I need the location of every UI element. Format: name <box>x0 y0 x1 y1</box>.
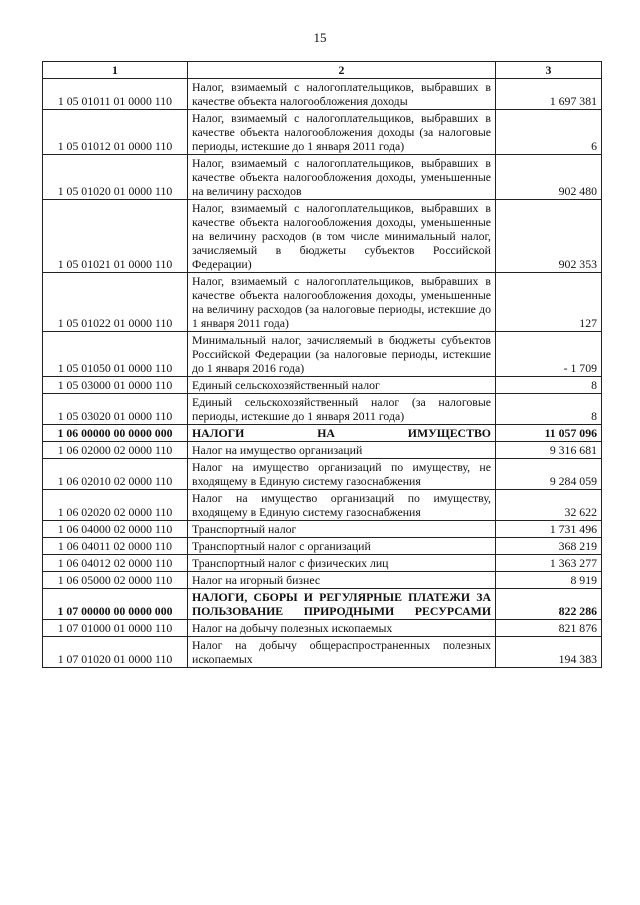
row-amount-cell: 9 316 681 <box>496 442 602 459</box>
row-name-cell: Налог на имущество организаций по имуществу, не входящему в Единую систему газоснабжения <box>188 459 496 490</box>
row-code-cell: 1 05 03000 01 0000 110 <box>43 377 188 394</box>
row-code-cell: 1 05 01050 01 0000 110 <box>43 332 188 377</box>
row-code-cell: 1 05 01021 01 0000 110 <box>43 200 188 273</box>
table-row <box>43 425 602 442</box>
table-row <box>43 273 602 332</box>
row-code-cell: 1 07 01020 01 0000 110 <box>43 637 188 668</box>
row-amount-cell: 8 <box>496 377 602 394</box>
row-amount-cell: 194 383 <box>496 637 602 668</box>
row-name-cell: Налог, взимаемый с налогоплательщиков, выбравших в качестве объекта налогообложения доходы (за налоговые периоды, истекшие до 1 января 2011 года) <box>188 110 496 155</box>
row-amount-cell: 127 <box>496 273 602 332</box>
row-amount-cell: 1 697 381 <box>496 79 602 110</box>
row-name-cell: Налог, взимаемый с налогоплательщиков, выбравших в качестве объекта налогообложения доходы, уменьшенные на величину расходов <box>188 155 496 200</box>
column-header-name: 2 <box>188 62 496 79</box>
row-name-cell: Налог, взимаемый с налогоплательщиков, выбравших в качестве объекта налогообложения доходы <box>188 79 496 110</box>
row-amount-cell: 11 057 096 <box>496 425 602 442</box>
revenue-table <box>42 61 602 668</box>
row-amount-cell: 1 363 277 <box>496 555 602 572</box>
row-amount-cell: 368 219 <box>496 538 602 555</box>
table-row <box>43 589 602 620</box>
row-name-cell: Единый сельскохозяйственный налог <box>188 377 496 394</box>
table-row <box>43 394 602 425</box>
row-name-cell: Налог на имущество организаций <box>188 442 496 459</box>
table-row <box>43 620 602 637</box>
table-row <box>43 442 602 459</box>
row-code-cell: 1 05 01011 01 0000 110 <box>43 79 188 110</box>
table-row <box>43 490 602 521</box>
row-amount-cell: 902 480 <box>496 155 602 200</box>
table-row <box>43 572 602 589</box>
row-amount-cell: - 1 709 <box>496 332 602 377</box>
column-header-amount: 3 <box>496 62 602 79</box>
row-name-cell: Налог, взимаемый с налогоплательщиков, выбравших в качестве объекта налогообложения доходы, уменьшенные на величину расходов (за налоговые периоды, истекшие до 1 января 2011 года) <box>188 273 496 332</box>
table-row <box>43 110 602 155</box>
row-name-cell: Налог на добычу полезных ископаемых <box>188 620 496 637</box>
row-amount-cell: 6 <box>496 110 602 155</box>
row-code-cell: 1 06 00000 00 0000 000 <box>43 425 188 442</box>
row-code-cell: 1 06 05000 02 0000 110 <box>43 572 188 589</box>
row-amount-cell: 822 286 <box>496 589 602 620</box>
row-code-cell: 1 05 03020 01 0000 110 <box>43 394 188 425</box>
column-header-code: 1 <box>43 62 188 79</box>
row-amount-cell: 902 353 <box>496 200 602 273</box>
row-name-cell: Транспортный налог с организаций <box>188 538 496 555</box>
table-row <box>43 332 602 377</box>
row-code-cell: 1 07 00000 00 0000 000 <box>43 589 188 620</box>
page-number: 15 <box>313 30 327 45</box>
row-code-cell: 1 07 01000 01 0000 110 <box>43 620 188 637</box>
table-row <box>43 459 602 490</box>
row-code-cell: 1 06 04011 02 0000 110 <box>43 538 188 555</box>
row-code-cell: 1 05 01012 01 0000 110 <box>43 110 188 155</box>
row-amount-cell: 8 919 <box>496 572 602 589</box>
row-name-cell: Единый сельскохозяйственный налог (за налоговые периоды, истекшие до 1 января 2011 года) <box>188 394 496 425</box>
row-code-cell: 1 05 01020 01 0000 110 <box>43 155 188 200</box>
row-name-cell: Налог на имущество организаций по имуществу, входящему в Единую систему газоснабжения <box>188 490 496 521</box>
row-code-cell: 1 06 04000 02 0000 110 <box>43 521 188 538</box>
row-amount-cell: 32 622 <box>496 490 602 521</box>
table-body <box>43 79 602 668</box>
row-name-cell: Налог, взимаемый с налогоплательщиков, выбравших в качестве объекта налогообложения доходы, уменьшенные на величину расходов (в том числе минимальный налог, зачисляемый в бюджеты субъектов Российской Федерации) <box>188 200 496 273</box>
row-name-cell: Налог на игорный бизнес <box>188 572 496 589</box>
row-name-cell: НАЛОГИ НА ИМУЩЕСТВО <box>188 425 496 442</box>
row-name-cell: Транспортный налог с физических лиц <box>188 555 496 572</box>
row-code-cell: 1 06 02020 02 0000 110 <box>43 490 188 521</box>
table-row <box>43 521 602 538</box>
row-amount-cell: 1 731 496 <box>496 521 602 538</box>
table-row <box>43 538 602 555</box>
table-row <box>43 377 602 394</box>
row-amount-cell: 8 <box>496 394 602 425</box>
row-code-cell: 1 06 04012 02 0000 110 <box>43 555 188 572</box>
row-amount-cell: 821 876 <box>496 620 602 637</box>
row-amount-cell: 9 284 059 <box>496 459 602 490</box>
row-code-cell: 1 06 02010 02 0000 110 <box>43 459 188 490</box>
row-code-cell: 1 06 02000 02 0000 110 <box>43 442 188 459</box>
row-code-cell: 1 05 01022 01 0000 110 <box>43 273 188 332</box>
table-header-row <box>43 62 602 79</box>
row-name-cell: Минимальный налог, зачисляемый в бюджеты субъектов Российской Федерации (за налоговые периоды, истекшие до 1 января 2016 года) <box>188 332 496 377</box>
table-row <box>43 79 602 110</box>
row-name-cell: Транспортный налог <box>188 521 496 538</box>
table-row <box>43 155 602 200</box>
table-row <box>43 555 602 572</box>
row-name-cell: Налог на добычу общераспространенных полезных ископаемых <box>188 637 496 668</box>
table-row <box>43 637 602 668</box>
table-row <box>43 200 602 273</box>
row-name-cell: НАЛОГИ, СБОРЫ И РЕГУЛЯРНЫЕ ПЛАТЕЖИ ЗА ПОЛЬЗОВАНИЕ ПРИРОДНЫМИ РЕСУРСАМИ <box>188 589 496 620</box>
